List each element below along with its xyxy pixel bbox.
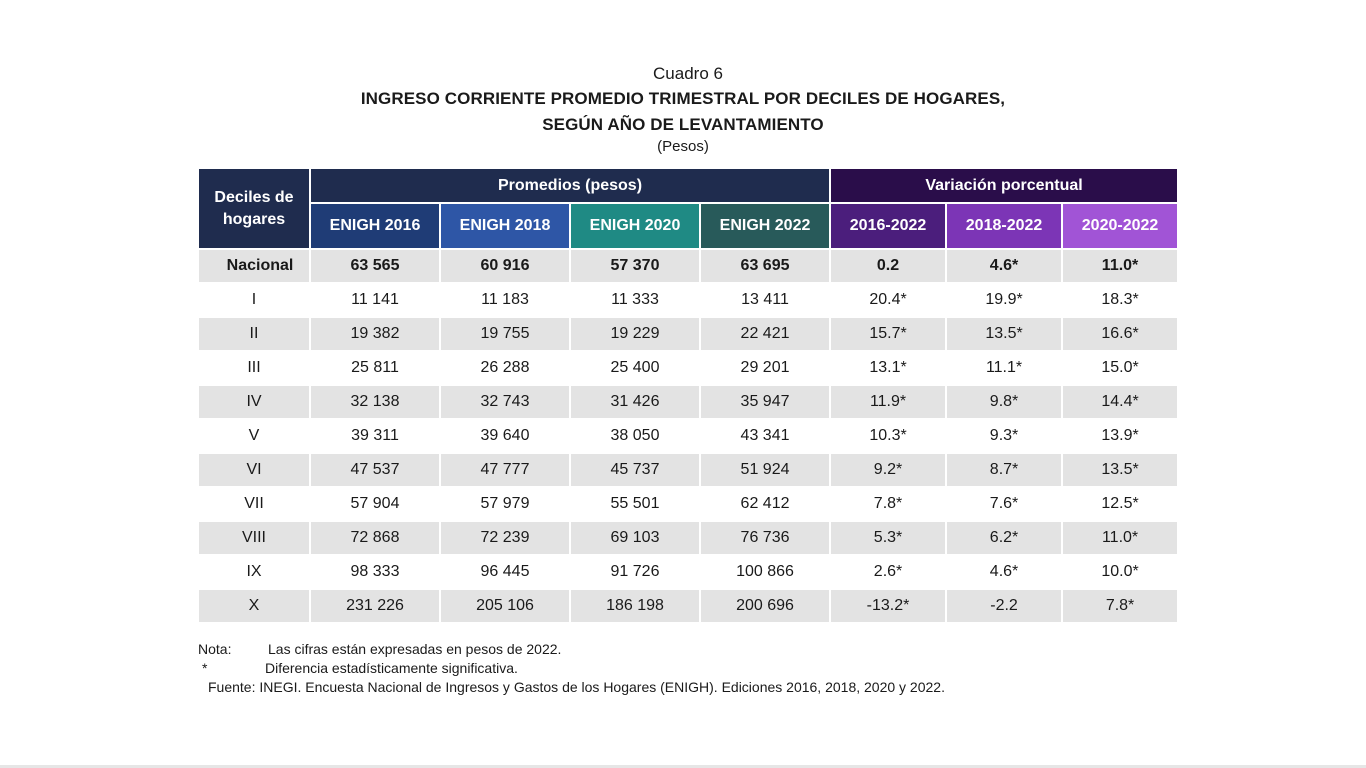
- variation-cell: 2.6*: [831, 554, 947, 588]
- table-row: [199, 486, 1177, 520]
- header-deciles: Deciles de hogares: [199, 169, 311, 248]
- variation-cell: 14.4*: [1063, 384, 1177, 418]
- variation-cell: 4.6*: [947, 554, 1063, 588]
- variation-cell: 13.5*: [1063, 452, 1177, 486]
- income-cell: 100 866: [701, 554, 831, 588]
- income-cell: 29 201: [701, 350, 831, 384]
- table-body: [199, 248, 1177, 622]
- income-cell: 45 737: [571, 452, 701, 486]
- header-promedios: Promedios (pesos): [311, 169, 831, 204]
- income-cell: 31 426: [571, 384, 701, 418]
- cuadro-number: Cuadro 6: [653, 64, 723, 83]
- income-cell: 57 370: [571, 248, 701, 282]
- income-cell: 39 311: [311, 418, 441, 452]
- decil-label: Nacional: [199, 248, 311, 282]
- income-deciles-table: [199, 169, 1177, 622]
- variation-cell: 10.0*: [1063, 554, 1177, 588]
- variation-cell: 12.5*: [1063, 486, 1177, 520]
- header-enigh-2016: ENIGH 2016: [311, 204, 441, 248]
- income-cell: 32 743: [441, 384, 571, 418]
- income-cell: 76 736: [701, 520, 831, 554]
- header-var-2020-2022: 2020-2022: [1063, 204, 1177, 248]
- variation-cell: 7.8*: [1063, 588, 1177, 622]
- variation-cell: 19.9*: [947, 282, 1063, 316]
- decil-label: II: [199, 316, 311, 350]
- variation-cell: 10.3*: [831, 418, 947, 452]
- variation-cell: 11.9*: [831, 384, 947, 418]
- income-cell: 62 412: [701, 486, 831, 520]
- variation-cell: 6.2*: [947, 520, 1063, 554]
- income-cell: 32 138: [311, 384, 441, 418]
- variation-cell: 7.6*: [947, 486, 1063, 520]
- income-cell: 57 904: [311, 486, 441, 520]
- income-cell: 19 755: [441, 316, 571, 350]
- income-cell: 39 640: [441, 418, 571, 452]
- income-cell: 69 103: [571, 520, 701, 554]
- income-cell: 11 333: [571, 282, 701, 316]
- variation-cell: 8.7*: [947, 452, 1063, 486]
- income-cell: 72 868: [311, 520, 441, 554]
- income-cell: 19 229: [571, 316, 701, 350]
- decil-label: VIII: [199, 520, 311, 554]
- table-row: [199, 554, 1177, 588]
- income-cell: 205 106: [441, 588, 571, 622]
- income-cell: 98 333: [311, 554, 441, 588]
- variation-cell: 18.3*: [1063, 282, 1177, 316]
- decil-label: X: [199, 588, 311, 622]
- variation-cell: 9.8*: [947, 384, 1063, 418]
- variation-cell: -2.2: [947, 588, 1063, 622]
- income-cell: 22 421: [701, 316, 831, 350]
- income-cell: 91 726: [571, 554, 701, 588]
- decil-label: VI: [199, 452, 311, 486]
- income-cell: 200 696: [701, 588, 831, 622]
- variation-cell: 15.7*: [831, 316, 947, 350]
- source-text: Fuente: INEGI. Encuesta Nacional de Ingresos y Gastos de los Hogares (ENIGH). Ediciones 2016, 2018, 2020 y 2022.: [208, 679, 945, 695]
- header-enigh-2020: ENIGH 2020: [571, 204, 701, 248]
- income-cell: 19 382: [311, 316, 441, 350]
- table-row: [199, 520, 1177, 554]
- income-cell: 63 695: [701, 248, 831, 282]
- variation-cell: 13.9*: [1063, 418, 1177, 452]
- table-row: [199, 452, 1177, 486]
- income-cell: 43 341: [701, 418, 831, 452]
- note-text: Las cifras están expresadas en pesos de 2022.: [268, 641, 562, 657]
- table-row: [199, 350, 1177, 384]
- table-title-line1: INGRESO CORRIENTE PROMEDIO TRIMESTRAL POR DECILES DE HOGARES,: [360, 89, 1006, 108]
- income-cell: 63 565: [311, 248, 441, 282]
- income-cell: 47 537: [311, 452, 441, 486]
- variation-cell: 11.0*: [1063, 248, 1177, 282]
- income-cell: 25 400: [571, 350, 701, 384]
- table-row: [199, 282, 1177, 316]
- decil-label: V: [199, 418, 311, 452]
- variation-cell: 4.6*: [947, 248, 1063, 282]
- variation-cell: 9.3*: [947, 418, 1063, 452]
- variation-cell: 16.6*: [1063, 316, 1177, 350]
- header-enigh-2018: ENIGH 2018: [441, 204, 571, 248]
- income-cell: 35 947: [701, 384, 831, 418]
- asterisk-note-text: Diferencia estadísticamente significativa.: [265, 660, 518, 676]
- table-row: [199, 316, 1177, 350]
- income-cell: 38 050: [571, 418, 701, 452]
- decil-label: IV: [199, 384, 311, 418]
- variation-cell: 11.0*: [1063, 520, 1177, 554]
- income-cell: 60 916: [441, 248, 571, 282]
- variation-cell: 15.0*: [1063, 350, 1177, 384]
- variation-cell: 13.5*: [947, 316, 1063, 350]
- table-row: [199, 384, 1177, 418]
- income-cell: 11 183: [441, 282, 571, 316]
- table-title-line2: SEGÚN AÑO DE LEVANTAMIENTO: [542, 115, 824, 134]
- decil-label: I: [199, 282, 311, 316]
- note-label: Nota:: [198, 641, 232, 657]
- decil-label: VII: [199, 486, 311, 520]
- decil-label: IX: [199, 554, 311, 588]
- header-enigh-2022: ENIGH 2022: [701, 204, 831, 248]
- asterisk-symbol: *: [202, 660, 208, 676]
- variation-cell: 5.3*: [831, 520, 947, 554]
- income-cell: 51 924: [701, 452, 831, 486]
- income-cell: 186 198: [571, 588, 701, 622]
- variation-cell: 11.1*: [947, 350, 1063, 384]
- table-units: (Pesos): [657, 138, 709, 155]
- income-cell: 231 226: [311, 588, 441, 622]
- income-cell: 11 141: [311, 282, 441, 316]
- income-cell: 72 239: [441, 520, 571, 554]
- table-row: [199, 588, 1177, 622]
- income-cell: 26 288: [441, 350, 571, 384]
- header-var-2018-2022: 2018-2022: [947, 204, 1063, 248]
- income-cell: 96 445: [441, 554, 571, 588]
- table-row-nacional: [199, 248, 1177, 282]
- income-cell: 47 777: [441, 452, 571, 486]
- decil-label: III: [199, 350, 311, 384]
- income-cell: 25 811: [311, 350, 441, 384]
- variation-cell: 20.4*: [831, 282, 947, 316]
- income-cell: 55 501: [571, 486, 701, 520]
- income-cell: 13 411: [701, 282, 831, 316]
- table-row: [199, 418, 1177, 452]
- variation-cell: -13.2*: [831, 588, 947, 622]
- variation-cell: 13.1*: [831, 350, 947, 384]
- header-variacion: Variación porcentual: [831, 169, 1177, 204]
- variation-cell: 0.2: [831, 248, 947, 282]
- table-title-block: [0, 62, 1366, 156]
- header-var-2016-2022: 2016-2022: [831, 204, 947, 248]
- variation-cell: 9.2*: [831, 452, 947, 486]
- variation-cell: 7.8*: [831, 486, 947, 520]
- income-cell: 57 979: [441, 486, 571, 520]
